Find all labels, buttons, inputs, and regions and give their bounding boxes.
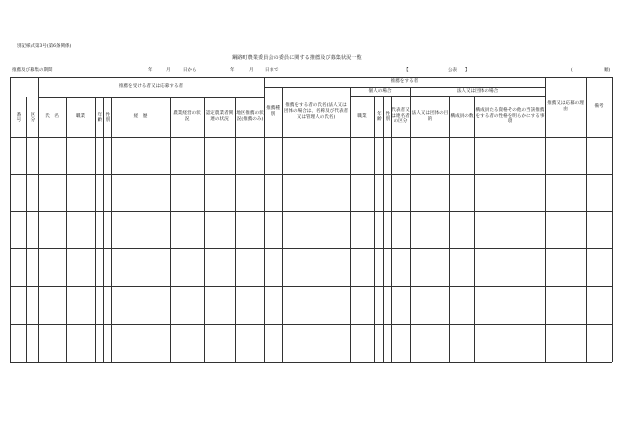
announce-label: 公表 [448,68,457,73]
header-district-recommendation: 地区推薦の状況(推薦のみ) [236,111,264,122]
period-year-from: 年 [148,68,153,73]
header-individual-occupation: 職業 [357,113,367,119]
period-month-from: 月 [166,68,171,73]
header-representative: 代表者又は連名者の区分 [391,107,410,125]
header-organization-purpose: 法人又は団体の目的 [411,110,449,122]
header-career: 経 歴 [133,114,148,120]
header-recommender-name: 推薦をする者の氏名(法人又は団体の場合は、名称及び代表者又は管理人の氏名) [283,103,349,120]
table-row [10,248,612,286]
period-year-to: 年 [230,68,235,73]
header-occupation: 職業 [75,114,86,120]
header-member-count: 構成員の数 [450,113,474,119]
header-sex: 性別 [104,111,110,123]
header-individual-sex: 性別 [384,111,390,122]
period-month-to: 月 [249,68,254,73]
document-title: 鋼路町農業委員会の委員に関する推薦及び募集状況一覧 [232,55,362,61]
bracket-open: 【 [404,68,409,73]
header-reason: 推薦又は応募の理由 [547,101,584,112]
header-member-qualification: 構成員たる資格その他の当該推薦をする者の性格を明らかにする事項 [475,107,545,125]
table-row [10,324,612,362]
header-certified-farmer: 認定農業者関連の状況 [205,111,234,122]
paren-close: 順) [604,68,611,73]
header-farm-status: 農業経営の状況 [173,111,201,122]
form-reference: 別記様式第3号(第6条関係) [17,44,72,49]
period-day-to: 日まで [265,68,279,73]
table-row [10,211,612,248]
header-recommender-group: 推薦をする者 [390,79,419,85]
header-individual: 個人の場合 [368,88,392,94]
header-recipient-group: 推薦を受ける者又は応募する者 [118,84,184,90]
table-row [10,174,612,211]
paren-open: ( [571,68,573,73]
header-individual-age: 年齢 [376,111,382,122]
table-row [10,137,612,174]
header-remarks: 備考 [594,104,604,110]
period-day-from: 日から [183,68,197,73]
bracket-close: 】 [465,68,470,73]
header-organization: 法人又は団体の場合 [456,88,499,94]
table-row [10,286,612,324]
period-label: 推薦及び募集の期間 [12,68,53,73]
header-age: 年齢 [96,111,102,123]
header-name: 氏 名 [45,114,59,120]
header-category: 区分 [29,111,35,123]
header-recommendation-type: 推薦種別 [266,106,280,117]
header-number: 番号 [15,111,21,123]
